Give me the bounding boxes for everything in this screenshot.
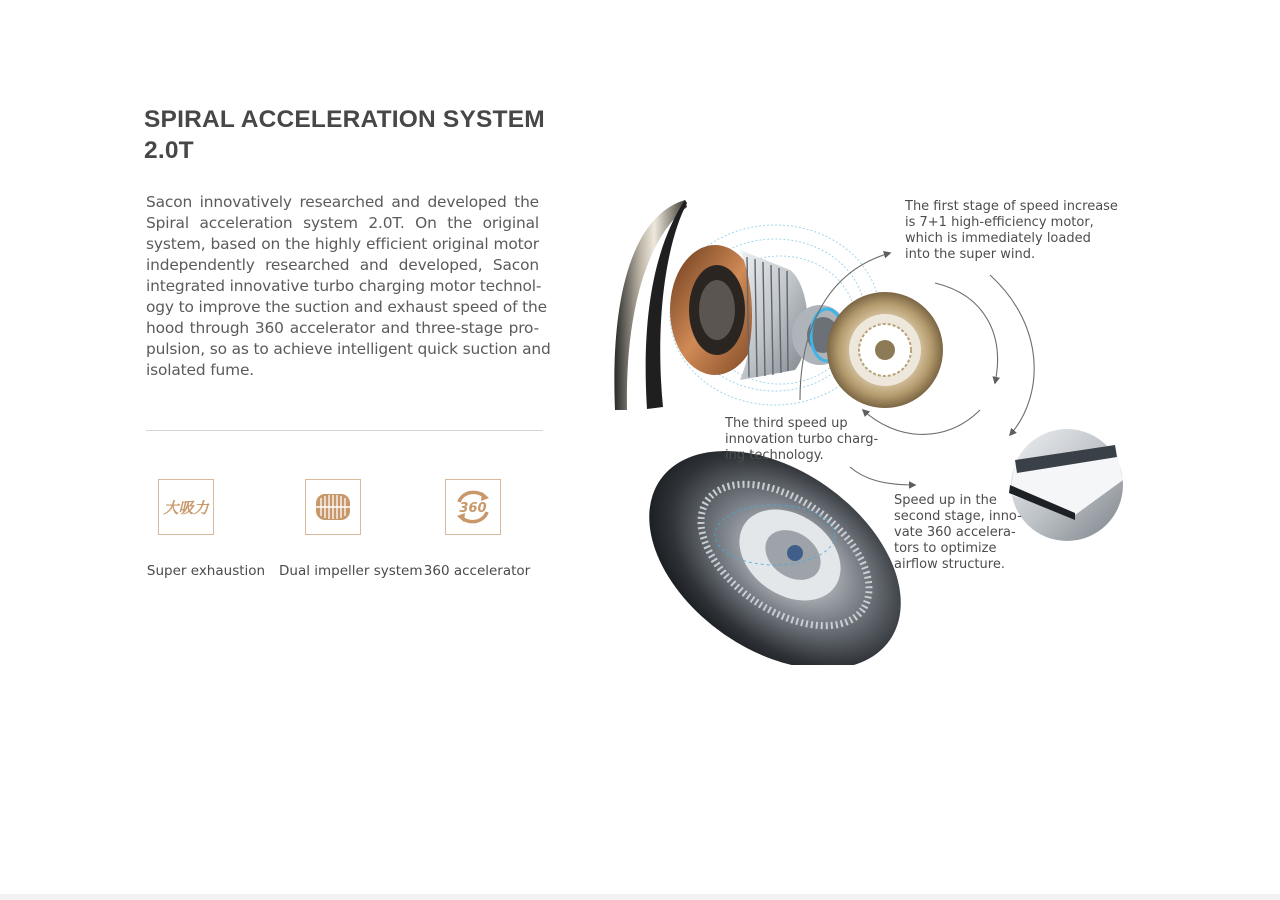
feature-label-super-exhaustion: Super exhaustion: [146, 563, 266, 579]
caption-stage-3: [725, 416, 878, 464]
accelerator-360-icon: [445, 479, 501, 535]
motor-exploded-diagram: [605, 195, 1130, 665]
description-line: pulsion, so as to achieve intelligent quick suction and: [146, 340, 551, 358]
caption-line: vate 360 accelera-: [894, 525, 1016, 540]
description-line: isolated fume.: [146, 361, 255, 379]
description-paragraph: [146, 192, 551, 381]
feature-label-dual-impeller: Dual impeller system: [279, 563, 423, 579]
caption-line: which is immediately loaded: [905, 231, 1091, 246]
description-line: Sacon innovatively researched and developed the: [146, 193, 539, 211]
caption-line: The third speed up: [725, 416, 848, 431]
caption-stage-1: [905, 199, 1118, 263]
caption-line: into the super wind.: [905, 247, 1036, 262]
page-title-line-2: 2.0T: [144, 137, 194, 164]
feature-label-360-accelerator: 360 accelerator: [423, 563, 531, 579]
description-line: independently researched and developed, Sacon: [146, 256, 539, 274]
caption-line: tors to optimize: [894, 541, 997, 556]
caption-line: The first stage of speed increase: [905, 199, 1118, 214]
section-divider: [146, 430, 543, 431]
caption-line: is 7+1 high-efficiency motor,: [905, 215, 1094, 230]
footer-strip: [0, 894, 1280, 900]
description-line: system, based on the highly efficient original motor: [146, 235, 539, 253]
description-line: Spiral acceleration system 2.0T. On the original: [146, 214, 539, 232]
caption-stage-2: [894, 493, 1022, 573]
caption-line: airflow structure.: [894, 557, 1005, 572]
dual-impeller-icon: [305, 479, 361, 535]
accelerator-360-icon-text: 360: [459, 501, 487, 516]
caption-line: Speed up in the: [894, 493, 997, 508]
page-title-line-1: SPIRAL ACCELERATION SYSTEM: [144, 106, 545, 133]
super-exhaustion-icon-text: 大吸力: [163, 499, 209, 517]
description-line: integrated innovative turbo charging motor technol-: [146, 277, 542, 295]
description-line: ogy to improve the suction and exhaust speed of the: [146, 298, 547, 316]
super-exhaustion-icon: [158, 479, 214, 535]
description-line: hood through 360 accelerator and three-stage pro-: [146, 319, 539, 337]
caption-line: second stage, inno-: [894, 509, 1022, 524]
caption-line: ing technology.: [725, 448, 824, 463]
page-title: [144, 104, 574, 166]
caption-line: innovation turbo charg-: [725, 432, 879, 447]
